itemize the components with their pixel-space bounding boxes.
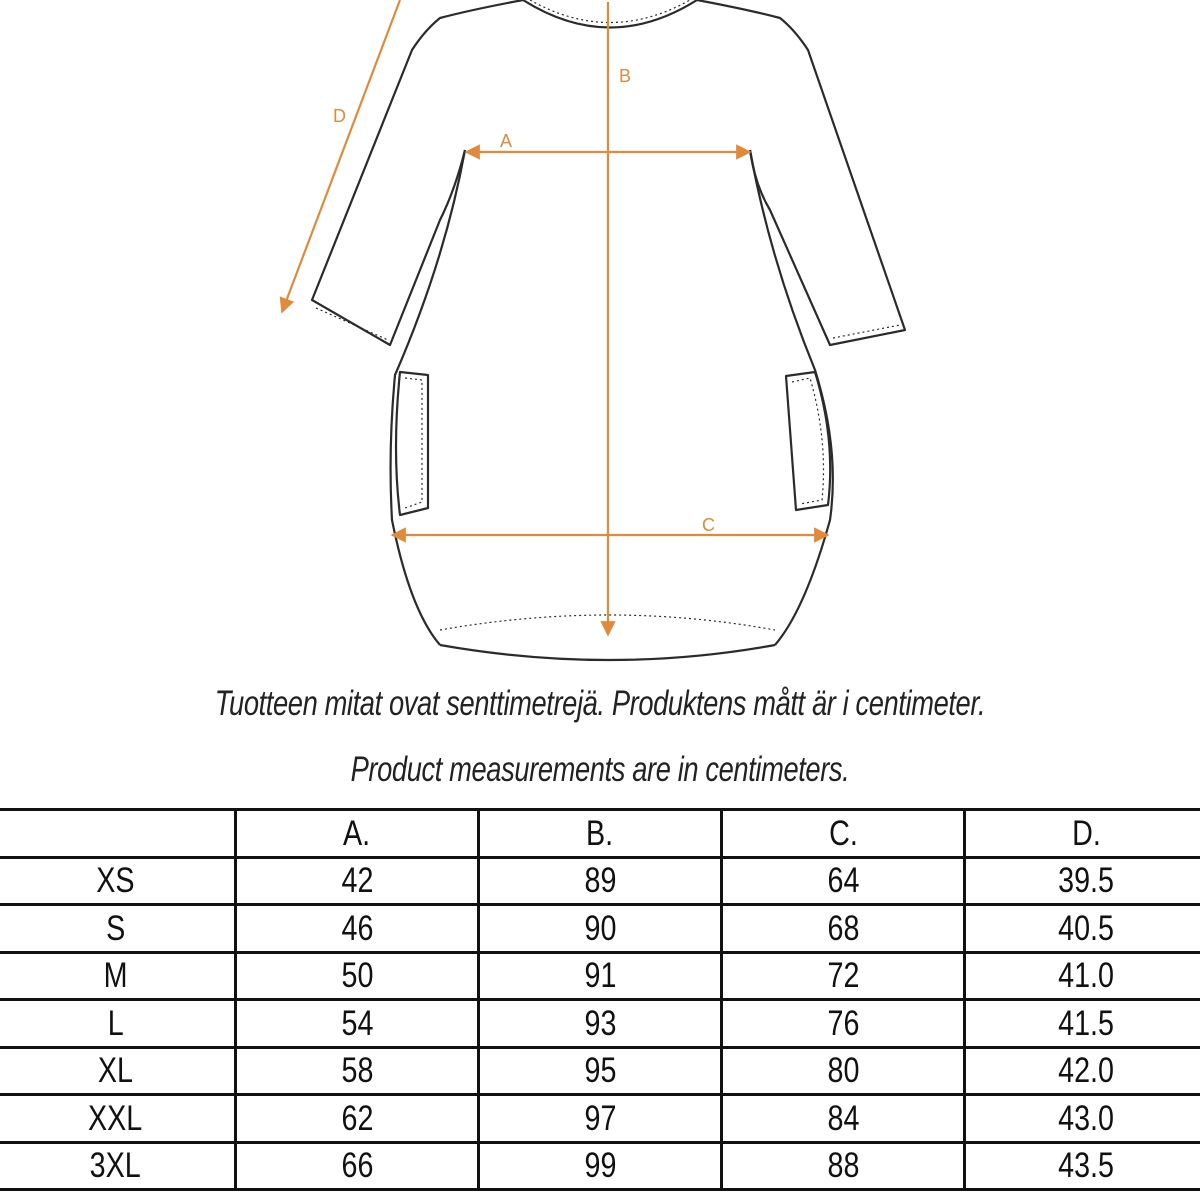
- table-row: [0, 1047, 1200, 1095]
- table-cell: 84: [722, 1095, 965, 1143]
- size-cell: S: [0, 905, 236, 953]
- table-cell: 76: [722, 1000, 965, 1048]
- measurement-lines: [282, 0, 828, 635]
- size-cell: M: [0, 952, 236, 1000]
- table-cell: 39.5: [965, 857, 1200, 905]
- table-cell: 90: [479, 905, 722, 953]
- table-row: [0, 1095, 1200, 1143]
- table-cell: 88: [722, 1142, 965, 1190]
- table-cell: 41.0: [965, 952, 1200, 1000]
- table-cell: 99: [479, 1142, 722, 1190]
- size-cell: XXL: [0, 1095, 236, 1143]
- table-cell: 97: [479, 1095, 722, 1143]
- table-cell: 54: [236, 1000, 479, 1048]
- table-cell: 58: [236, 1047, 479, 1095]
- table-cell: 64: [722, 857, 965, 905]
- table-cell: 72: [722, 952, 965, 1000]
- header-cell: D.: [965, 810, 1200, 858]
- table-row: [0, 952, 1200, 1000]
- table-cell: 80: [722, 1047, 965, 1095]
- size-cell: XL: [0, 1047, 236, 1095]
- table-cell: 46: [236, 905, 479, 953]
- table-cell: 43.5: [965, 1142, 1200, 1190]
- size-cell: L: [0, 1000, 236, 1048]
- units-note-fi-sv: Tuotteen mitat ovat senttimetrejä. Produktens mått är i centimeter.: [214, 684, 986, 723]
- label-c: C: [702, 515, 715, 535]
- label-a: A: [500, 131, 513, 151]
- header-cell: B.: [479, 810, 722, 858]
- table-cell: 93: [479, 1000, 722, 1048]
- table-header-row: [0, 810, 1200, 858]
- size-cell: 3XL: [0, 1142, 236, 1190]
- size-table: [0, 808, 1200, 1191]
- table-cell: 43.0: [965, 1095, 1200, 1143]
- table-cell: 41.5: [965, 1000, 1200, 1048]
- table-cell: 62: [236, 1095, 479, 1143]
- label-d: D: [333, 106, 346, 126]
- table-row: [0, 857, 1200, 905]
- header-cell: C.: [722, 810, 965, 858]
- header-cell: [0, 810, 236, 858]
- header-cell: A.: [236, 810, 479, 858]
- size-cell: XS: [0, 857, 236, 905]
- measure-d-line: [282, 0, 400, 312]
- table-row: [0, 1000, 1200, 1048]
- table-cell: 42.0: [965, 1047, 1200, 1095]
- table-row: [0, 1142, 1200, 1190]
- table-cell: 68: [722, 905, 965, 953]
- table-cell: 95: [479, 1047, 722, 1095]
- table-cell: 42: [236, 857, 479, 905]
- table-cell: 40.5: [965, 905, 1200, 953]
- table-cell: 89: [479, 857, 722, 905]
- table-cell: 91: [479, 952, 722, 1000]
- units-note-en: Product measurements are in centimeters.: [350, 750, 850, 789]
- label-b: B: [619, 66, 632, 86]
- table-cell: 50: [236, 952, 479, 1000]
- table-row: [0, 905, 1200, 953]
- table-cell: 66: [236, 1142, 479, 1190]
